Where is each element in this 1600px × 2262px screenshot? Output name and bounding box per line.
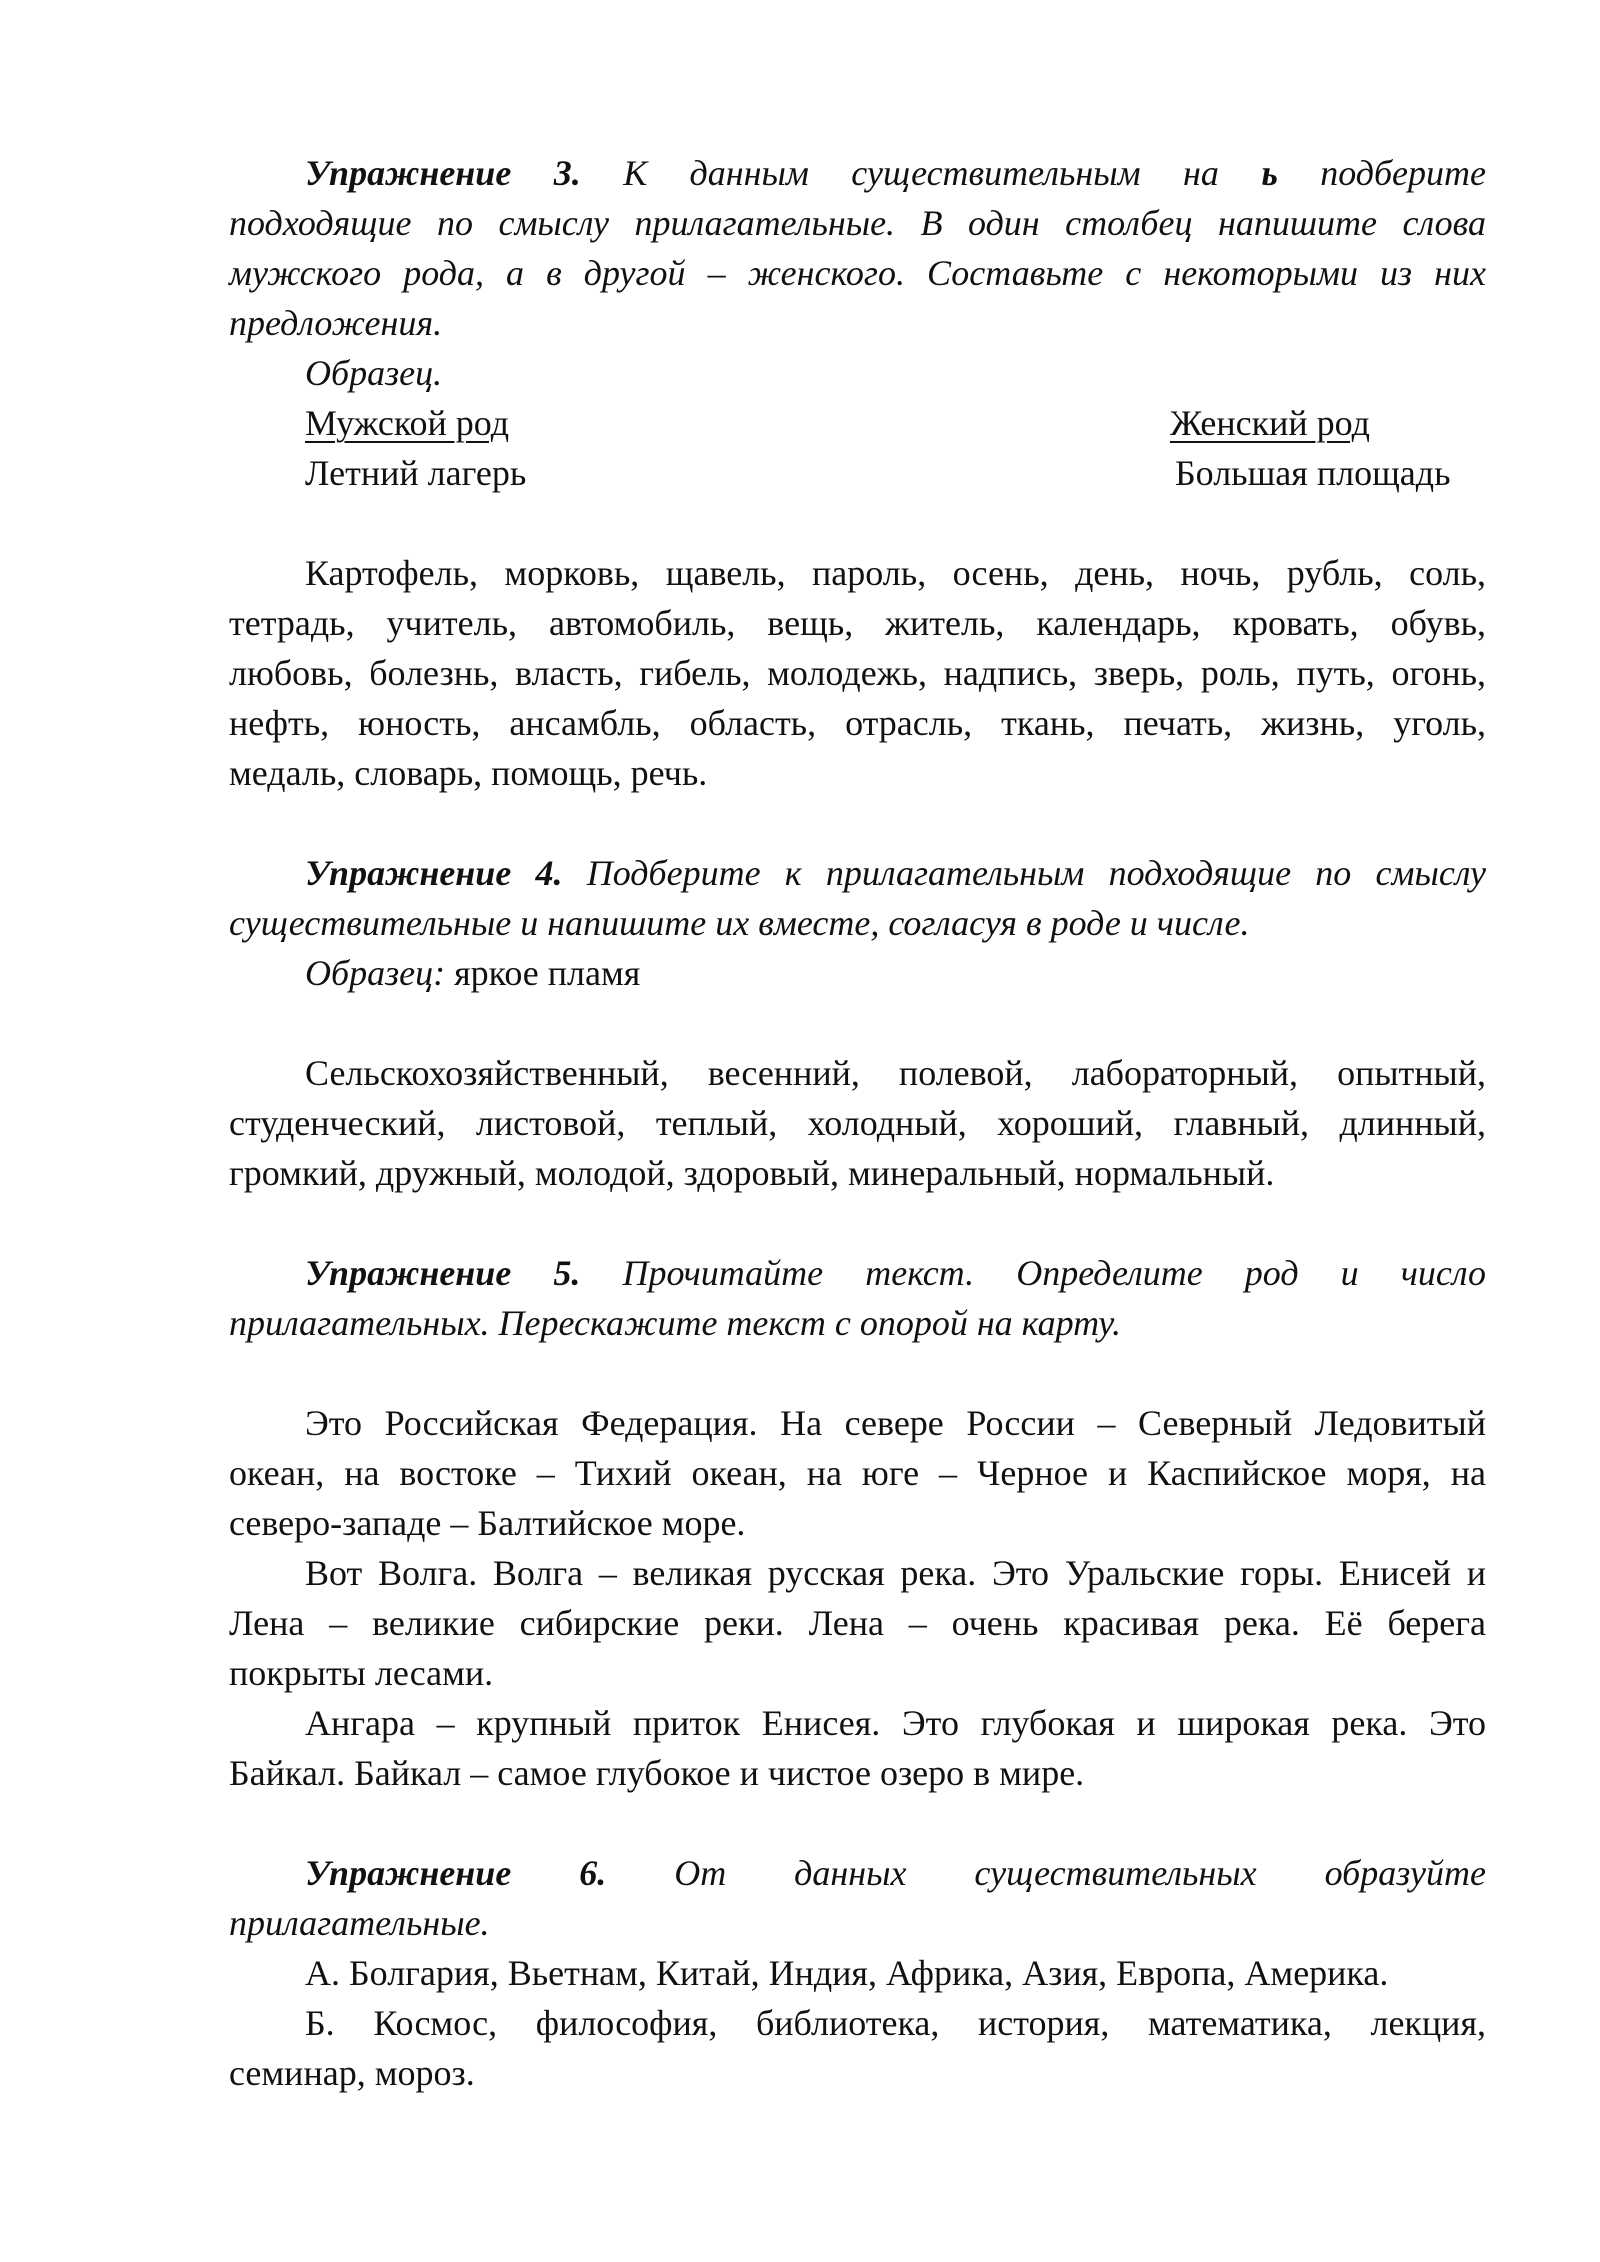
feminine-column-header: Женский род: [1170, 403, 1370, 443]
spacer: [229, 1798, 1486, 1848]
text-line: Байкал. Байкал – самое глубокое и чистое озеро в мире.: [229, 1753, 1085, 1793]
exercise-4-instruction-line-2: существительные и напишите их вместе, согласуя в роде и числе.: [229, 903, 1250, 943]
exercise-4-heading: Упражнение 4.: [305, 853, 563, 893]
document-body: [229, 148, 1486, 2098]
masculine-column-header: Мужской род: [305, 403, 510, 443]
instruction-text: Подберите к прилагательным подходящие по смыслу: [562, 853, 1487, 893]
exercise-3: [229, 148, 1486, 798]
exercise-6-item-b-line-1: Б. Космос, философия, библиотека, история, математика, лекция,: [305, 2003, 1486, 2043]
exercise-3-word-list: [229, 548, 1486, 798]
text-line: покрыты лесами.: [229, 1653, 494, 1693]
exercise-6-item-b-line-2: семинар, мороз.: [229, 2053, 475, 2093]
exercise-5-text: [229, 1398, 1486, 1798]
exercise-4-word-list: [229, 1048, 1486, 1198]
text-line: Ангара – крупный приток Енисея. Это глубокая и широкая река. Это: [305, 1703, 1486, 1743]
spacer: [229, 1348, 1486, 1398]
exercise-3-instruction-line-2: подходящие по смыслу прилагательные. В один столбец напишите слова: [229, 203, 1486, 243]
exercise-6: [229, 1848, 1486, 2098]
exercise-4-instruction-line-1: [229, 848, 1486, 898]
soft-sign: ь: [1261, 153, 1278, 193]
exercise-6-heading: Упражнение 6.: [305, 1853, 607, 1893]
exercise-4: [229, 848, 1486, 1198]
word-list-line: тетрадь, учитель, автомобиль, вещь, житель, календарь, кровать, обувь,: [229, 603, 1486, 643]
exercise-5-instruction-line-2: прилагательных. Перескажите текст с опорой на карту.: [229, 1303, 1121, 1343]
exercise-3-column-examples: [229, 448, 1486, 498]
text-line: Вот Волга. Волга – великая русская река. Это Уральские горы. Енисей и: [305, 1553, 1486, 1593]
instruction-text: К данным существительным на: [580, 153, 1262, 193]
exercise-3-instruction-line-3: мужского рода, а в другой – женского. Составьте с некоторыми из них: [229, 253, 1486, 293]
feminine-example: Большая площадь: [1175, 453, 1451, 493]
text-line: Это Российская Федерация. На севере России – Северный Ледовитый: [305, 1403, 1486, 1443]
sample-value: яркое пламя: [445, 953, 641, 993]
word-list-line: Сельскохозяйственный, весенний, полевой, лабораторный, опытный,: [305, 1053, 1486, 1093]
word-list-line: Картофель, морковь, щавель, пароль, осень, день, ночь, рубль, соль,: [305, 553, 1486, 593]
spacer: [229, 998, 1486, 1048]
exercise-6-item-a: А. Болгария, Вьетнам, Китай, Индия, Африка, Азия, Европа, Америка.: [305, 1953, 1389, 1993]
word-list-line: медаль, словарь, помощь, речь.: [229, 753, 708, 793]
word-list-line: любовь, болезнь, власть, гибель, молодежь, надпись, зверь, роль, путь, огонь,: [229, 653, 1486, 693]
text-line: Лена – великие сибирские реки. Лена – очень красивая река. Её берега: [229, 1603, 1486, 1643]
spacer: [229, 1198, 1486, 1248]
exercise-3-instruction-line-4: предложения.: [229, 303, 443, 343]
word-list-line: студенческий, листовой, теплый, холодный, хороший, главный, длинный,: [229, 1103, 1486, 1143]
exercise-6-instruction-line-2: прилагательные.: [229, 1903, 490, 1943]
text-line: океан, на востоке – Тихий океан, на юге – Черное и Каспийское моря, на: [229, 1453, 1486, 1493]
exercise-3-heading: Упражнение 3.: [305, 153, 581, 193]
instruction-text: Прочитайте текст. Определите род и число: [580, 1253, 1487, 1293]
instruction-text: подберите: [1277, 153, 1487, 193]
exercise-5: [229, 1248, 1486, 1798]
sample-label: Образец:: [305, 953, 446, 993]
exercise-3-column-headers: [229, 398, 1486, 448]
word-list-line: нефть, юность, ансамбль, область, отрасль, ткань, печать, жизнь, уголь,: [229, 703, 1486, 743]
exercise-5-heading: Упражнение 5.: [305, 1253, 581, 1293]
instruction-text: От данных существительных образуйте: [606, 1853, 1486, 1893]
exercise-3-sample-label: Образец.: [305, 353, 443, 393]
word-list-line: громкий, дружный, молодой, здоровый, минеральный, нормальный.: [229, 1153, 1275, 1193]
spacer: [229, 798, 1486, 848]
exercise-3-instruction-line-1: [229, 148, 1486, 198]
exercise-5-instruction-line-1: [229, 1248, 1486, 1298]
text-line: северо-западе – Балтийское море.: [229, 1503, 746, 1543]
exercise-4-sample: [229, 948, 1486, 998]
spacer: [229, 498, 1486, 548]
exercise-6-instruction-line-1: [229, 1848, 1486, 1898]
masculine-example: Летний лагерь: [305, 453, 527, 493]
